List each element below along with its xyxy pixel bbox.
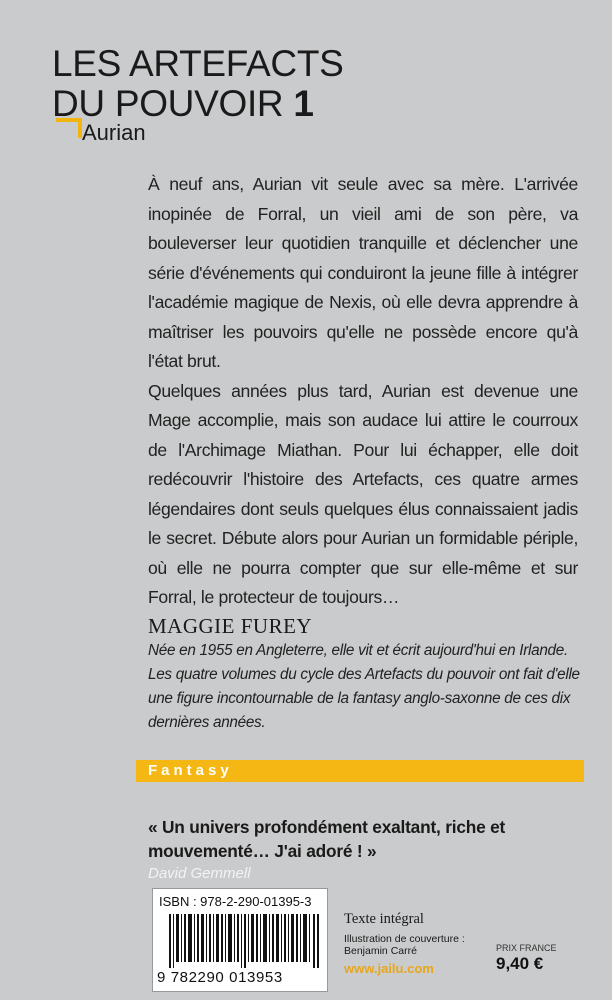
title-line-1: LES ARTEFACTS [52, 43, 344, 84]
texte-integral: Texte intégral [344, 911, 424, 927]
title-line-2: DU POUVOIR 1 [52, 83, 314, 124]
barcode-icon [169, 914, 319, 968]
corner-mark-icon [56, 118, 82, 138]
barcode-box [152, 888, 328, 992]
quote-author: David Gemmell [148, 865, 251, 882]
volume-number: 1 [293, 83, 314, 124]
price-label: PRIX FRANCE [496, 943, 557, 953]
book-title [52, 44, 344, 124]
blurb [148, 170, 578, 613]
price: 9,40 € [496, 954, 544, 973]
genre-label: Fantasy [148, 762, 233, 779]
illustration-credit [344, 933, 465, 957]
author-name: MAGGIE FUREY [148, 614, 313, 638]
publisher-website: www.jailu.com [344, 961, 434, 976]
ean-number: 9 782290 013953 [157, 969, 283, 986]
illustration-credit-label: Illustration de couverture : [344, 933, 465, 945]
illustration-credit-name: Benjamin Carré [344, 945, 417, 957]
isbn: ISBN : 978-2-290-01395-3 [159, 894, 312, 909]
blurb-paragraph-1: À neuf ans, Aurian vit seule avec sa mère. L'arrivée inopinée de Forral, un vieil ami de son père, va bouleverser leur quotidien tranquille et déclencher une série d'événements qui conduiront la jeune fille à intégrer l'académie magique de Nexis, où elle devra apprendre à maîtriser les pouvoirs qu'elle ne possède encore qu'à l'état brut. [148, 174, 578, 371]
author-bio: Née en 1955 en Angleterre, elle vit et écrit aujourd'hui en Irlande. Les quatre volumes du cycle des Artefacts du pouvoir ont fait d'elle une figure incontournable de la fantasy anglo-saxonne de ces dix dernières années. [148, 642, 580, 731]
review-quote: « Un univers profondément exaltant, riche et mouvementé… J'ai adoré ! » [148, 817, 506, 861]
book-subtitle: Aurian [82, 120, 146, 145]
blurb-paragraph-2: Quelques années plus tard, Aurian est devenue une Mage accomplie, mais son audace lui attire le courroux de l'Archimage Miathan. Pour lui échapper, elle doit redécouvrir l'histoire des Artefacts, ces quatre armes légendaires dont seuls quelques élus connaissaient jadis le secret. Débute alors pour Aurian un formidable périple, où elle ne pourra compter que sur elle-même et sur Forral, le protecteur de toujours… [148, 380, 578, 607]
